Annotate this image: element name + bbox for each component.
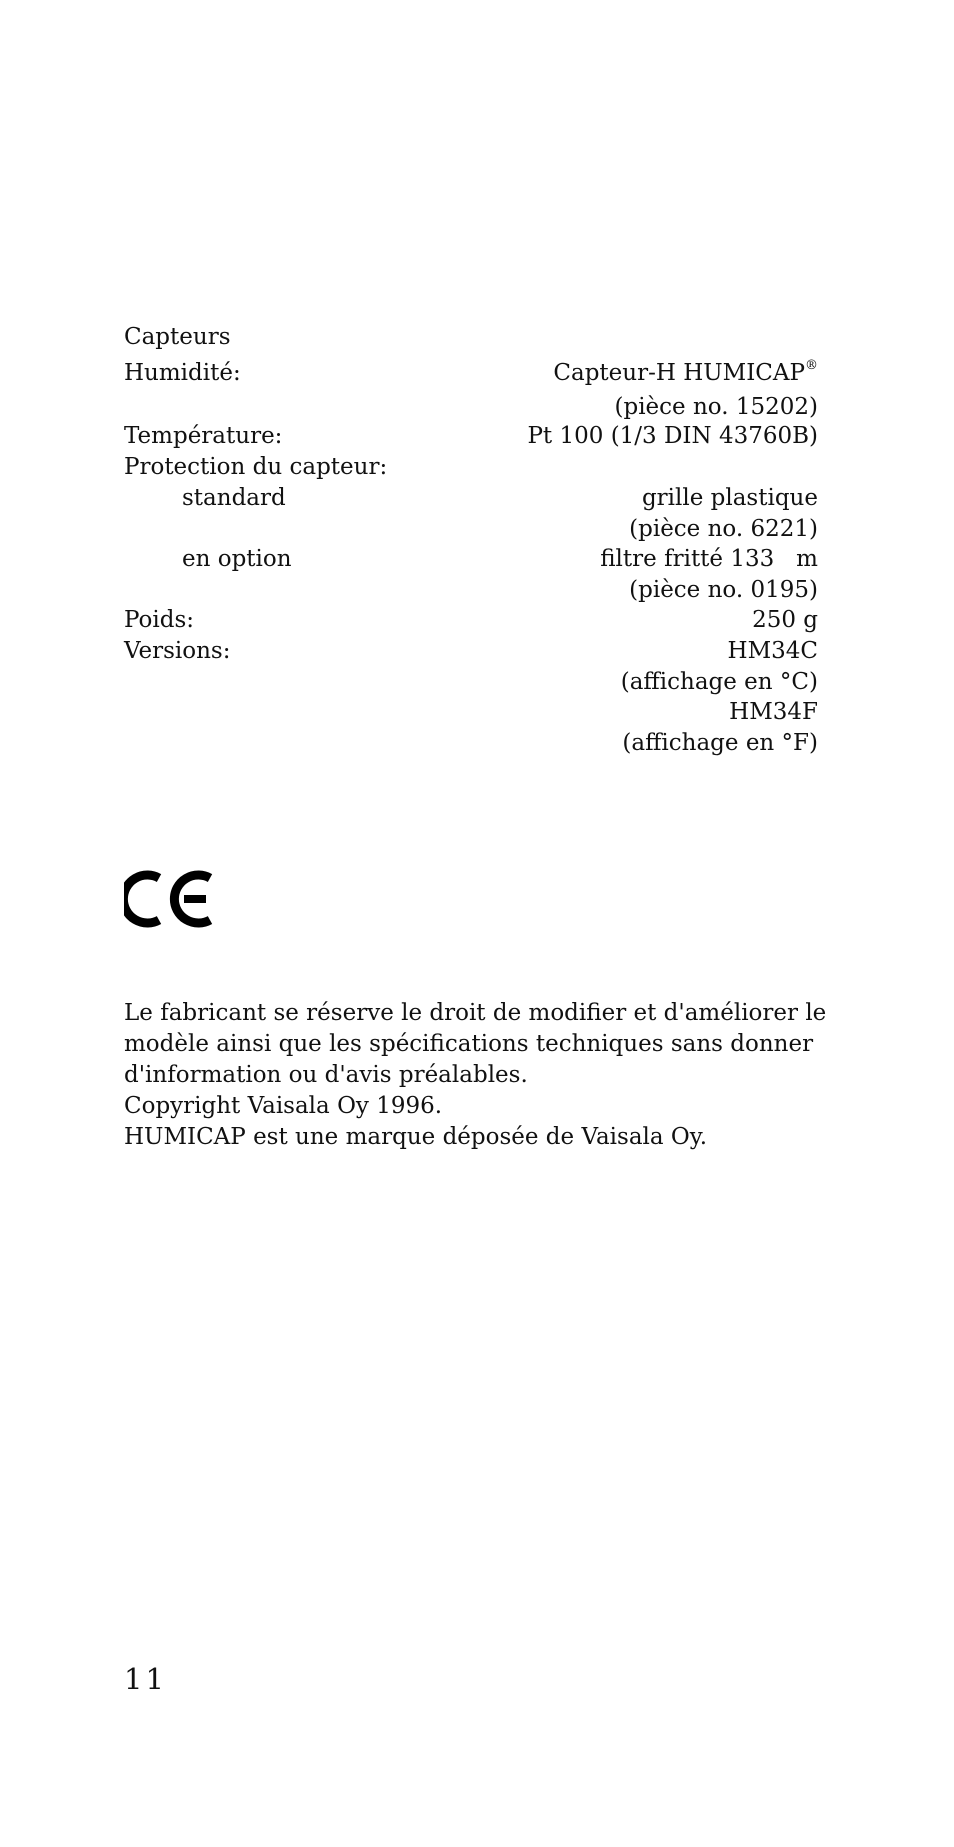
registered-mark: ®	[805, 358, 818, 374]
humidity-value	[553, 358, 818, 389]
version-item: (affichage en °F)	[622, 730, 818, 756]
specs-heading: Capteurs	[124, 324, 231, 350]
notice-line: modèle ainsi que les spécifications techniques sans donner	[124, 1031, 814, 1057]
spec-row-versions	[124, 636, 818, 667]
temperature-label: Température:	[124, 423, 283, 449]
standard-label: standard	[182, 485, 286, 511]
notice-line: d'information ou d'avis préalables.	[124, 1062, 528, 1088]
spec-row-versions-4	[124, 728, 818, 759]
spec-row-weight	[124, 605, 818, 636]
humidity-part-number: (pièce no. 15202)	[614, 394, 818, 420]
standard-value: grille plastique	[641, 485, 818, 511]
weight-label: Poids:	[124, 607, 195, 633]
spec-row-option	[124, 544, 818, 575]
spec-row-humidity	[124, 358, 818, 389]
weight-value: 250 g	[752, 607, 818, 633]
ce-mark-logo	[124, 868, 214, 930]
spec-row-versions-3	[124, 697, 818, 728]
trademark-line: HUMICAP est une marque déposée de Vaisala Oy.	[124, 1124, 708, 1150]
standard-part-number: (pièce no. 6221)	[629, 516, 818, 542]
option-value: filtre fritté 133 m	[600, 546, 818, 572]
spec-row-humidity-part	[124, 392, 818, 423]
humidity-value-text: Capteur-H HUMICAP	[553, 360, 805, 386]
spec-row-option-part	[124, 575, 818, 606]
option-part-number: (pièce no. 0195)	[629, 577, 818, 603]
version-item: HM34C	[727, 638, 818, 664]
humidity-label: Humidité:	[124, 360, 241, 386]
temperature-value: Pt 100 (1/3 DIN 43760B)	[527, 423, 818, 449]
legal-notice	[124, 998, 827, 1153]
spec-row-temperature	[124, 421, 818, 452]
page-number: 11	[124, 1662, 167, 1696]
version-item: HM34F	[729, 699, 818, 725]
spec-row-versions-2	[124, 667, 818, 698]
spec-row-protection	[124, 452, 818, 483]
spec-row-standard-part	[124, 514, 818, 545]
versions-label: Versions:	[124, 638, 231, 664]
option-label: en option	[182, 546, 292, 572]
spec-row-standard	[124, 483, 818, 514]
notice-line: Le fabricant se réserve le droit de modifier et d'améliorer le	[124, 1000, 827, 1026]
copyright-line: Copyright Vaisala Oy 1996.	[124, 1093, 443, 1119]
protection-label: Protection du capteur:	[124, 454, 388, 480]
version-item: (affichage en °C)	[620, 669, 818, 695]
